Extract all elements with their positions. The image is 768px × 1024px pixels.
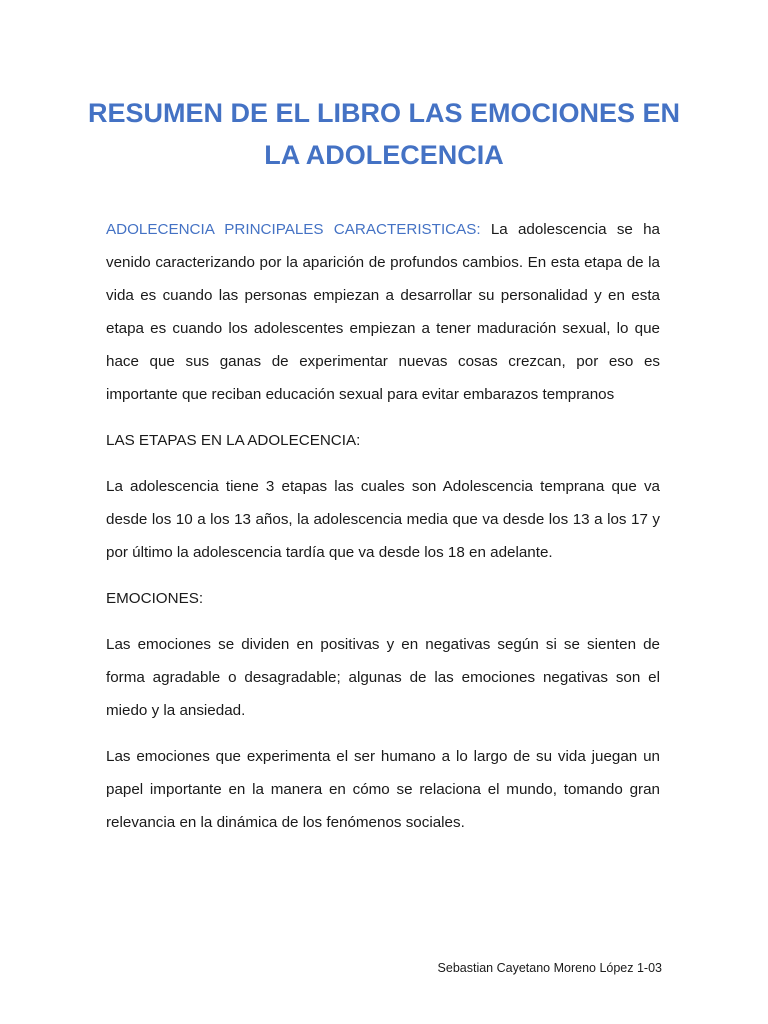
title-line-1: RESUMEN DE EL LIBRO LAS EMOCIONES EN [87,98,681,128]
document-body [106,213,660,852]
intro-heading: ADOLECENCIA PRINCIPALES CARACTERISTICAS: [106,221,481,238]
emotions-paragraph-1: Las emociones se dividen en positivas y en negativas según si se sienten de forma agradable o desagradable; algunas de las emociones negativas son el miedo y la ansiedad. [106,636,660,719]
emotions-paragraph-2: Las emociones que experimenta el ser humano a lo largo de su vida juegan un papel importante en la manera en cómo se relaciona el mundo, tomando gran relevancia en la dinámica de los fenómenos sociales. [106,748,660,831]
document-title [60,92,708,176]
stages-heading: LAS ETAPAS EN LA ADOLECENCIA: [106,432,361,449]
emotions-heading: EMOCIONES: [106,590,204,607]
intro-text: La adolescencia se ha venido caracterizando por la aparición de profundos cambios. En esta etapa de la vida es cuando las personas empiezan a desarrollar su personalidad y en esta etapa es cuando los adolescentes empiezan a tener maduración sexual, lo que hace que sus ganas de experimentar nuevas cosas crezcan, por eso es importante que reciban educación sexual para evitar embarazos tempranos [106,221,660,403]
stages-paragraph: La adolescencia tiene 3 etapas las cuales son Adolescencia temprana que va desde los 10 a los 13 años, la adolescencia media que va desde los 13 a los 17 y por último la adolescencia tardía que va desde los 18 en adelante. [106,478,660,561]
intro-paragraph [106,213,660,411]
title-line-2: LA ADOLECENCIA [264,140,504,170]
page-footer-author: Sebastian Cayetano Moreno López 1-03 [437,961,662,975]
